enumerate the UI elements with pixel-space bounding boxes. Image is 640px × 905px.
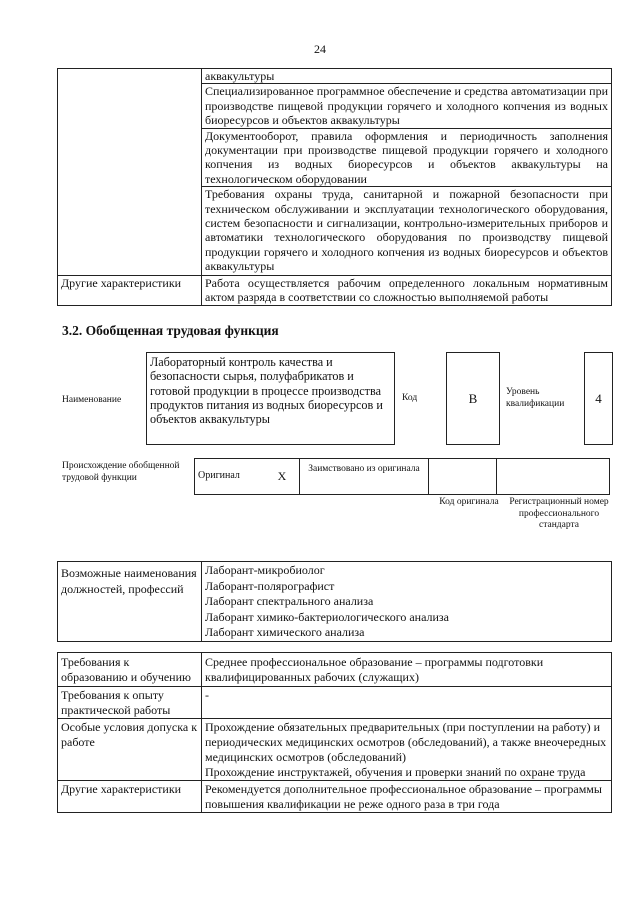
- position-item: Лаборант-полярографист: [205, 578, 335, 593]
- position-item: Лаборант-микробиолог: [205, 563, 325, 577]
- function-name-box: Лабораторный контроль качества и безопасности сырья, полуфабрикатов и готовой продукции в процессе производства продуктов питания из водных биоресурсов и объектов аквакультуры: [146, 352, 395, 445]
- knowledge-item: Требования охраны труда, санитарной и пожарной безопасности при техническом обслуживании и эксплуатации технологического оборудования, систем безопасности и сигнализации, контрольно-измерительных приборов и автоматики технологического оборудования по производству пищевой продукции горячего и холодного копчения из водных биоресурсов и объектов аквакультуры: [202, 187, 612, 275]
- knowledge-item: Специализированное программное обеспечение и средства автоматизации при производстве пищевой продукции горячего и холодного копчения из водных биоресурсов и объектов аквакультуры: [202, 84, 612, 128]
- other-characteristics-label: Другие характеристики: [58, 275, 202, 305]
- code-orig-label: Код оригинала: [439, 497, 499, 507]
- other-characteristics-value-2: Рекомендуется дополнительное профессиональное образование – программы повышения квалификации не реже одного раза в три года: [202, 781, 612, 813]
- experience-label: Требования к опыту практической работы: [58, 687, 202, 719]
- reg-num-label: Регистрационный номер профессионального стандарта: [509, 497, 609, 530]
- requirements-table: [57, 652, 612, 813]
- section-title: 3.2. Обобщенная трудовая функция: [62, 323, 279, 338]
- page-number: 24: [314, 42, 326, 56]
- positions-list: [202, 562, 612, 642]
- special-conditions-value: [202, 719, 612, 781]
- education-value: Среднее профессиональное образование – программы подготовки квалифицированных рабочих (служащих): [202, 653, 612, 687]
- other-characteristics-value: Работа осуществляется рабочим определенного локальным нормативным актом разряда в соответствии со сложностью выполняемой работы: [202, 275, 612, 305]
- original-mark: X: [265, 459, 300, 495]
- code-orig-cell: [429, 459, 497, 495]
- name-label: Наименование: [62, 395, 122, 405]
- borrowed-label: Заимствовано из оригинала: [300, 459, 429, 495]
- origin-label: Происхождение обобщенной трудовой функции: [62, 461, 180, 483]
- knowledge-item: Документооборот, правила оформления и периодичность заполнения документации при производстве пищевой продукции горячего и холодного копчения из водных биоресурсов и объектов аквакультуры на технологическом оборудовании: [202, 128, 612, 187]
- origin-table: [194, 458, 610, 495]
- level-label: Уровень квалификации: [506, 387, 565, 409]
- position-item: Лаборант химического анализа: [205, 625, 365, 639]
- knowledge-cont: аквакультуры: [202, 69, 612, 84]
- positions-table: [57, 561, 612, 642]
- code-value-box: B: [446, 352, 500, 445]
- position-item: Лаборант химико-бактериологического анализа: [205, 609, 449, 624]
- experience-value: -: [202, 687, 612, 719]
- code-label: Код: [402, 393, 418, 403]
- education-label: Требования к образованию и обучению: [58, 653, 202, 687]
- knowledge-table: [57, 68, 612, 306]
- level-value-box: 4: [584, 352, 613, 445]
- position-item: Лаборант спектрального анализа: [205, 594, 374, 608]
- original-label: Оригинал: [195, 459, 266, 495]
- other-characteristics-label-2: Другие характеристики: [58, 781, 202, 813]
- special-conditions-label: Особые условия допуска к работе: [58, 719, 202, 781]
- special-condition-item: Прохождение обязательных предварительных (при поступлении на работу) и периодических медицинских осмотров (обследований), а также внеочередных медицинских осмотров (обследований): [205, 720, 607, 764]
- reg-num-cell: [497, 459, 610, 495]
- empty-label-cell: [58, 69, 202, 276]
- positions-label: Возможные наименования должностей, профессий: [58, 562, 202, 642]
- special-condition-item: Прохождение инструктажей, обучения и проверки знаний по охране труда: [205, 765, 586, 779]
